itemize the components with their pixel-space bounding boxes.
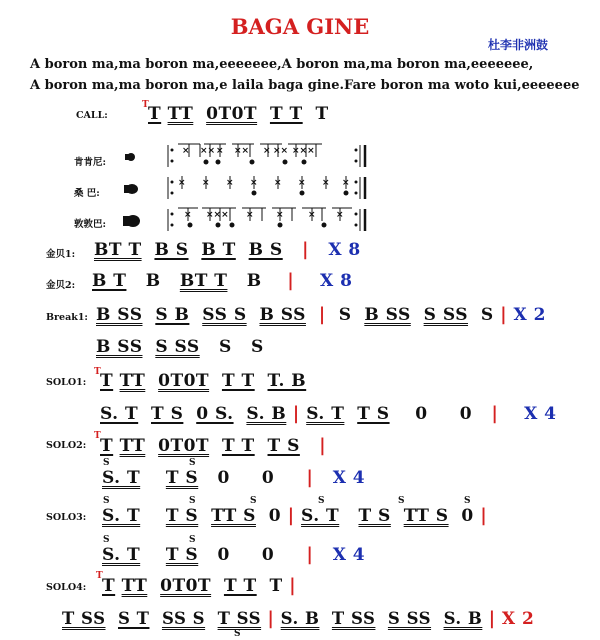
solo2-flam-mark: T bbox=[94, 431, 101, 441]
dundunba-label: 敦敦巴: bbox=[74, 219, 107, 230]
s-mark: S bbox=[234, 629, 241, 639]
jinbei2-note: B bbox=[145, 271, 161, 291]
solo4-note: T SS bbox=[331, 609, 376, 628]
solo2-note: TT bbox=[119, 436, 146, 456]
svg-text:×: × bbox=[184, 210, 192, 220]
bar-line: | bbox=[287, 505, 295, 526]
bar-line: | bbox=[306, 544, 314, 565]
solo3-label: SOLO3: bbox=[46, 512, 87, 523]
call-note: T bbox=[148, 104, 162, 124]
repeat-count: X 4 bbox=[524, 404, 557, 424]
solo4-line-1 bbox=[102, 575, 296, 596]
lyrics-line-1: A boron ma,ma boron ma,eeeeeee,A boron ma,ma boron ma,eeeeeee, bbox=[30, 57, 534, 72]
call-note: 0T0T bbox=[206, 104, 258, 124]
break1-label: Break1: bbox=[46, 312, 88, 323]
solo1-note: T S bbox=[151, 404, 184, 424]
solo3-note: T S bbox=[165, 545, 199, 565]
solo3-note: 0 bbox=[261, 545, 275, 565]
svg-text:×××: ××× bbox=[206, 210, 229, 220]
svg-text:×: × bbox=[298, 178, 306, 188]
sangban-drum-icon bbox=[124, 184, 138, 194]
solo2-label: SOLO2: bbox=[46, 440, 87, 451]
bar-line: | bbox=[267, 608, 275, 629]
bar-line: | bbox=[500, 304, 508, 325]
source-credit: 杜李非洲鼓 bbox=[488, 38, 549, 52]
solo3-note: 0 bbox=[217, 545, 230, 565]
solo1-note: 0T0T bbox=[158, 371, 210, 391]
s-mark: S bbox=[189, 458, 196, 468]
solo3-note: T S bbox=[358, 506, 391, 526]
svg-text:×: × bbox=[336, 210, 344, 220]
dundunba-drum-icon bbox=[123, 215, 140, 227]
break1-line-2 bbox=[96, 337, 264, 357]
solo1-note: S. T bbox=[100, 404, 139, 424]
solo1-note: T S bbox=[357, 404, 390, 424]
bar-line: | bbox=[488, 608, 496, 629]
call-label: CALL: bbox=[76, 110, 108, 121]
page-title: BAGA GINE bbox=[230, 14, 370, 39]
solo4-note: S. B bbox=[280, 609, 320, 628]
svg-text:××: ×× bbox=[234, 146, 250, 156]
jinbei1-note: B S bbox=[154, 240, 189, 260]
solo3-note: S. T bbox=[102, 506, 141, 526]
jinbei1-note: B T bbox=[201, 240, 236, 260]
s-mark: S bbox=[318, 496, 325, 506]
solo1-note: S. T bbox=[306, 404, 345, 424]
s-mark: S bbox=[103, 535, 110, 545]
repeat-count: X 2 bbox=[501, 609, 535, 629]
solo3-line-2 bbox=[102, 544, 365, 565]
jinbei1-label: 金贝1: bbox=[46, 249, 76, 260]
solo4-note: T bbox=[269, 576, 283, 596]
solo2-line-1 bbox=[100, 435, 326, 456]
svg-text:×××: ××× bbox=[292, 146, 315, 156]
svg-text:×: × bbox=[276, 210, 284, 220]
solo3-note: 0 bbox=[268, 506, 282, 526]
solo3-note: 0 bbox=[461, 506, 474, 526]
repeat-count: X 2 bbox=[513, 305, 546, 325]
svg-text:×: × bbox=[308, 210, 316, 220]
drum-notation bbox=[120, 135, 380, 235]
break1-note: B SS bbox=[259, 305, 306, 325]
solo4-note: S. B bbox=[443, 609, 483, 628]
s-mark: S bbox=[464, 496, 471, 506]
svg-text:×: × bbox=[226, 178, 234, 188]
svg-text:×: × bbox=[322, 178, 330, 188]
solo4-note: T SS bbox=[217, 609, 262, 628]
solo3-note: S. T bbox=[301, 506, 340, 526]
jinbei2-note: BT T bbox=[179, 271, 228, 291]
bar-line: | bbox=[292, 403, 300, 424]
solo2-note: T bbox=[100, 436, 114, 456]
call-flam-mark: T bbox=[142, 100, 149, 110]
lyrics-line-2: A boron ma,ma boron ma,e laila baga gine.Fare boron ma woto kui,eeeeeee bbox=[30, 78, 580, 93]
s-mark: S bbox=[250, 496, 257, 506]
bar-line: | bbox=[491, 403, 499, 424]
repeat-count: X 4 bbox=[332, 468, 366, 488]
call-note: TT bbox=[167, 104, 194, 124]
repeat-count: X 8 bbox=[328, 240, 361, 260]
solo2-note: S. T bbox=[102, 468, 141, 488]
svg-text:×: × bbox=[342, 178, 350, 188]
solo2-note: 0T0T bbox=[158, 436, 210, 456]
s-mark: S bbox=[189, 496, 196, 506]
solo1-note: 0 bbox=[415, 404, 428, 424]
svg-text:×: × bbox=[178, 178, 186, 188]
solo4-note: S SS bbox=[387, 609, 432, 628]
jinbei2-note: B T bbox=[92, 271, 127, 291]
solo4-line-2 bbox=[62, 608, 534, 629]
svg-text:×: × bbox=[202, 178, 210, 188]
svg-text:××: ×× bbox=[200, 146, 216, 156]
solo4-note: S T bbox=[118, 609, 150, 628]
solo1-note: 0 bbox=[459, 404, 473, 424]
jinbei1-pattern bbox=[94, 239, 361, 260]
break1-note: B SS bbox=[364, 305, 411, 325]
solo2-note: T S bbox=[165, 468, 199, 488]
svg-text:×: × bbox=[263, 146, 271, 156]
solo2-line-2 bbox=[102, 467, 365, 488]
solo1-note: 0 S. bbox=[196, 404, 234, 424]
solo4-note: SS S bbox=[161, 609, 206, 628]
solo3-note: S. T bbox=[102, 545, 141, 565]
solo4-note: T bbox=[102, 576, 116, 596]
break1-note: B SS bbox=[96, 305, 143, 325]
bar-line: | bbox=[480, 505, 488, 526]
solo3-note: T S bbox=[165, 506, 199, 526]
bar-line: | bbox=[319, 435, 327, 456]
break1-line-1 bbox=[96, 304, 546, 325]
bar-line: | bbox=[287, 270, 295, 291]
kenkeni-drum-icon bbox=[125, 153, 135, 161]
break1-note: S B bbox=[155, 305, 190, 325]
solo1-line-1 bbox=[100, 371, 306, 391]
jinbei2-note: B bbox=[246, 271, 262, 291]
break1-note: S bbox=[251, 337, 264, 357]
svg-text:×: × bbox=[216, 146, 224, 156]
bar-line: | bbox=[306, 467, 314, 488]
call-note: T bbox=[315, 104, 329, 124]
repeat-count: X 4 bbox=[332, 545, 366, 565]
break1-note: S bbox=[338, 305, 352, 325]
break1-note: S SS bbox=[155, 337, 200, 357]
solo2-note: T T bbox=[221, 436, 255, 456]
solo1-note: TT bbox=[119, 371, 146, 391]
break1-note: SS S bbox=[202, 305, 247, 325]
solo1-note: T bbox=[100, 371, 114, 391]
break1-note: S bbox=[218, 337, 232, 357]
bar-line: | bbox=[301, 239, 310, 260]
solo4-label: SOLO4: bbox=[46, 582, 87, 593]
solo1-note: T T bbox=[221, 371, 255, 391]
svg-text:×: × bbox=[274, 178, 282, 188]
solo2-note: 0 bbox=[217, 468, 230, 488]
s-mark: S bbox=[103, 458, 110, 468]
solo3-line-1 bbox=[102, 505, 487, 526]
svg-text:×: × bbox=[182, 146, 190, 156]
solo1-line-2 bbox=[100, 403, 557, 424]
solo1-label: SOLO1: bbox=[46, 377, 87, 388]
solo3-note: TT S bbox=[211, 506, 256, 526]
solo2-note: 0 bbox=[261, 468, 275, 488]
svg-text:×: × bbox=[250, 178, 258, 188]
svg-text:××: ×× bbox=[273, 146, 289, 156]
kenkeni-label: 肯肯尼: bbox=[74, 157, 107, 168]
solo4-note: 0T0T bbox=[160, 576, 212, 596]
sangban-label: 桑 巴: bbox=[74, 188, 100, 199]
solo3-note: TT S bbox=[403, 506, 449, 526]
jinbei1-note: BT T bbox=[94, 240, 142, 260]
call-note: T T bbox=[269, 104, 303, 124]
solo4-note: TT bbox=[121, 576, 148, 596]
solo1-flam-mark: T bbox=[94, 367, 101, 377]
solo1-note: S. B bbox=[246, 404, 287, 424]
svg-text:×: × bbox=[246, 210, 254, 220]
solo4-note: T T bbox=[223, 576, 257, 596]
call-pattern bbox=[148, 104, 329, 124]
break1-note: B SS bbox=[96, 337, 143, 357]
bar-line: | bbox=[289, 575, 297, 596]
solo4-flam-mark: T bbox=[96, 571, 103, 581]
s-mark: S bbox=[103, 496, 110, 506]
solo1-note: T. B bbox=[267, 371, 307, 391]
break1-note: S bbox=[480, 305, 494, 325]
repeat-count: X 8 bbox=[320, 271, 353, 291]
solo2-note: T S bbox=[267, 436, 300, 456]
jinbei2-label: 金贝2: bbox=[46, 280, 76, 291]
s-mark: S bbox=[398, 496, 405, 506]
jinbei2-pattern bbox=[92, 270, 352, 291]
solo4-note: T SS bbox=[62, 609, 106, 628]
jinbei1-note: B S bbox=[248, 240, 283, 260]
break1-note: S SS bbox=[423, 305, 469, 325]
s-mark: S bbox=[189, 535, 196, 545]
bar-line: | bbox=[318, 304, 326, 325]
